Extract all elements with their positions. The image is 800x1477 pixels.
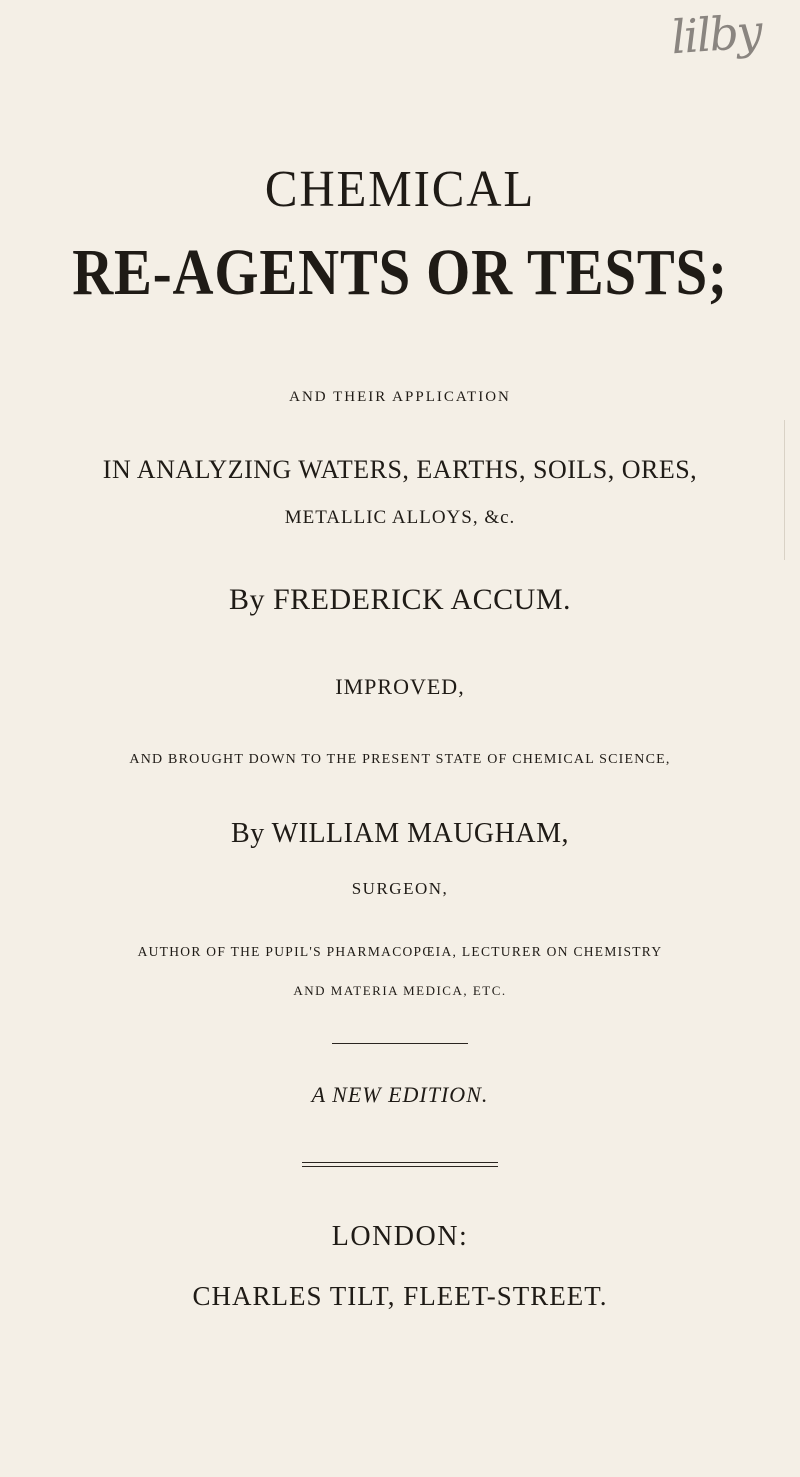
double-divider-rule xyxy=(302,1162,498,1167)
page-edge-shadow xyxy=(784,420,800,560)
title-line-2: RE-AGENTS OR TESTS; xyxy=(72,236,728,309)
editor-title: SURGEON, xyxy=(351,879,449,898)
subject-line-2: METALLIC ALLOYS, &c. xyxy=(284,507,516,528)
accession-handwritten-mark: lilby xyxy=(669,4,763,65)
brought-down-line: AND BROUGHT DOWN TO THE PRESENT STATE OF CHEMICAL SCIENCE, xyxy=(129,752,671,767)
original-author: By FREDERICK ACCUM. xyxy=(228,583,572,616)
editor-credentials-line-2: AND MATERIA MEDICA, ETC. xyxy=(293,983,507,998)
editor-credentials-line-1: AUTHOR OF THE PUPIL'S PHARMACOPŒIA, LECTURER ON CHEMISTRY xyxy=(137,944,663,959)
imprint-publisher: CHARLES TILT, FLEET-STREET. xyxy=(192,1281,608,1311)
title-line-1: CHEMICAL xyxy=(264,161,536,218)
improved-label: IMPROVED, xyxy=(335,674,465,699)
editor-name: By WILLIAM MAUGHAM, xyxy=(231,818,569,849)
subject-line-1: IN ANALYZING WATERS, EARTHS, SOILS, ORES, xyxy=(102,455,698,484)
subtitle-connector: AND THEIR APPLICATION xyxy=(289,389,511,405)
edition-label: A NEW EDITION. xyxy=(311,1082,489,1107)
imprint-city: LONDON: xyxy=(331,1221,469,1252)
divider-rule xyxy=(332,1043,468,1044)
